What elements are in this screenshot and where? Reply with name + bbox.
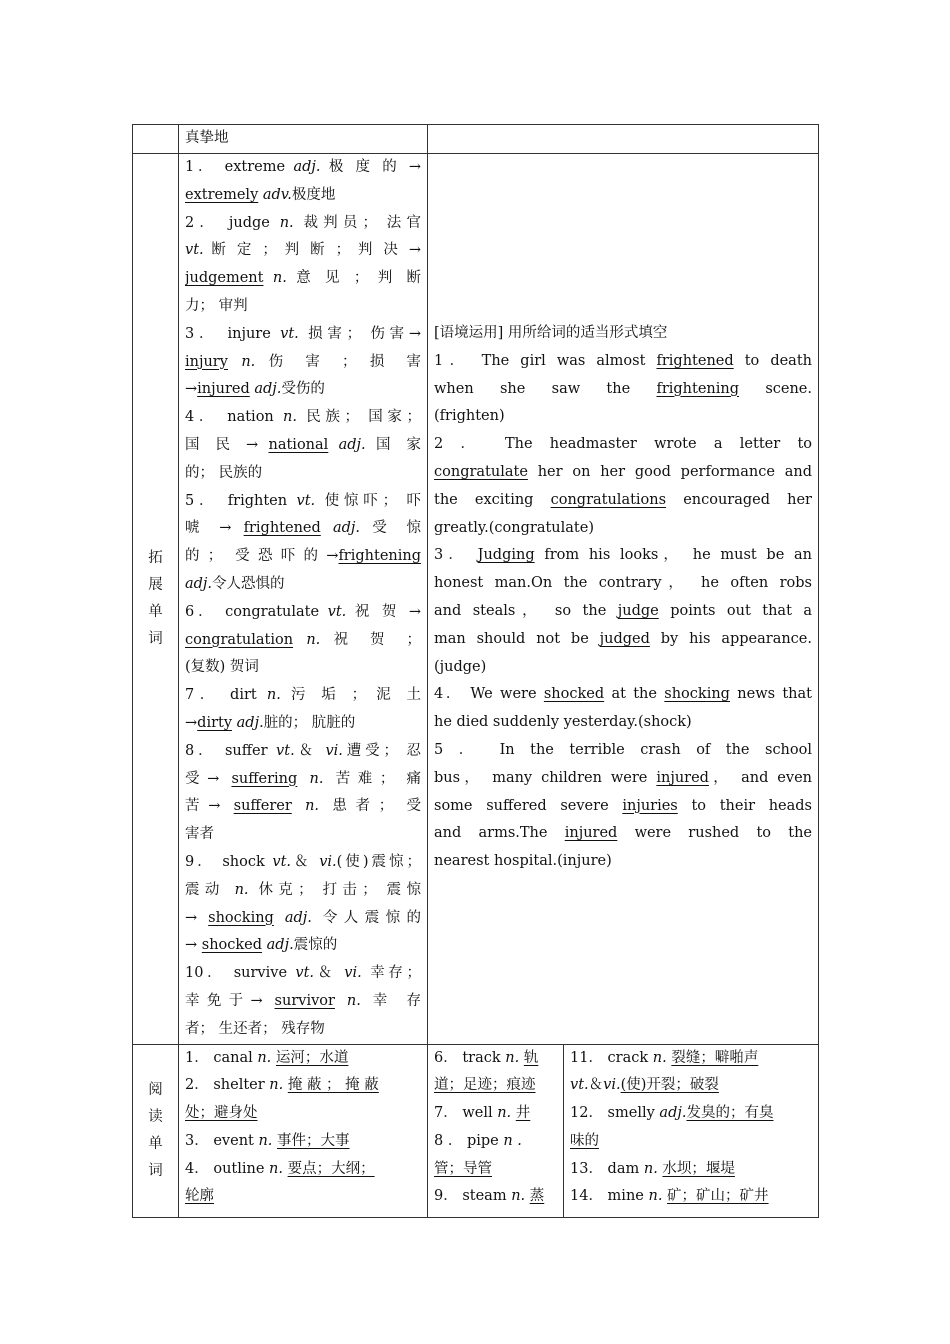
answer-word: 发臭的；有臭 [686,1105,774,1122]
text-segment: 12． smelly [570,1105,660,1122]
text-segment [297,771,309,787]
category-char: 单 [148,603,163,620]
text-segment: 幸免于→ [185,992,275,1009]
reading-words-col1 [179,1044,428,1218]
text-segment: 9． steam [434,1188,512,1205]
text-segment: 11． crack [570,1049,653,1066]
text-line [434,348,812,376]
text-line [434,487,812,515]
text-segment: 伤 害 ； 损 害 [255,353,421,370]
text-segment: news that [729,686,812,703]
answer-word: 管；导管 [434,1160,492,1177]
text-line [185,1156,421,1184]
text-line [185,349,421,377]
text-segment: ， and even [708,769,812,786]
answer-word: 事件；大事 [277,1132,350,1149]
text-line [185,293,421,321]
text-line [434,542,812,570]
text-line [185,571,421,599]
answer-word: dirty [197,714,233,731]
text-segment: 1． extreme [185,159,294,175]
answer-word: (使)开裂；破裂 [620,1077,719,1094]
text-segment: 震动 [185,881,235,898]
category-char: 展 [148,576,163,593]
text-segment: 7． well [434,1105,498,1122]
text-line [185,182,421,210]
text-segment: (judge) [434,658,487,675]
part-of-speech: adj. [284,909,312,926]
vocabulary-table [132,124,819,1218]
part-of-speech: n. [305,798,320,815]
text-segment: 休克； 打击； 震惊 [248,881,421,898]
answer-word: 轨 [523,1049,539,1066]
answer-word: frightening [338,548,421,565]
text-segment: the exciting [434,491,551,508]
answer-word: judgement [185,270,264,287]
part-of-speech: vt. [296,492,316,509]
answer-word: frightened [656,352,734,369]
text-line [434,654,812,682]
text-line [185,710,421,738]
answer-word: sufferer [233,798,292,815]
part-of-speech: vt. [295,965,315,982]
reading-words-row [133,1044,819,1218]
category-char: 读 [148,1108,163,1125]
answer-word: injured [564,825,618,842]
expand-words-row [133,154,819,1045]
text-line [434,737,812,765]
text-segment: from his looks， he must be an [534,547,812,564]
text-segment: (复数) 贺词 [185,659,259,676]
text-line [185,738,421,766]
text-segment: 害者 [185,826,214,843]
text-segment: encouraged her [666,491,812,508]
text-segment: 2． shelter [185,1077,270,1094]
answer-word: judge [617,602,659,619]
text-segment: ＆ [314,965,345,982]
answer-word: judged [599,630,650,647]
text-line [185,1183,421,1211]
text-segment: honest man.On the contrary， he often robs [434,575,812,592]
text-segment: to death [733,352,812,369]
text-segment: 2 ． The headmaster wrote a letter to [434,436,812,453]
text-line [570,1100,812,1128]
part-of-speech: adv. [262,186,292,203]
text-line [185,599,421,627]
text-line [434,820,812,848]
part-of-speech: adj. [254,381,282,398]
text-line [434,1128,557,1156]
text-line [185,321,421,349]
answer-word: congratulation [185,631,294,648]
reading-words-col2 [428,1044,564,1218]
text-segment: 民族； 国家； [296,409,421,426]
part-of-speech: n. [497,1105,512,1122]
text-line [570,1072,812,1100]
text-line [185,821,421,849]
text-line [185,543,421,571]
text-segment: 者； 生还者； 残存物 [185,1020,325,1037]
text-segment: were rushed to the [617,825,812,842]
answer-word: suffering [231,770,298,787]
text-line [185,515,421,543]
answer-word: injury [185,353,228,370]
text-line [434,1156,557,1184]
part-of-speech: n. [257,1049,272,1066]
vocabulary-table-page [132,124,818,1218]
part-of-speech: vt. [280,325,299,342]
text-segment: and arms.The [434,825,565,842]
part-of-speech: n. [272,270,287,287]
text-segment: 震惊的 [293,937,338,954]
text-line [185,460,421,488]
text-line [434,765,812,793]
answer-word: 井 [515,1105,531,1122]
text-segment [274,910,285,926]
text-segment: 受伤的 [281,381,325,398]
answer-word: shocking [664,686,730,703]
text-line [185,960,421,988]
text-line [434,320,812,348]
text-line [185,877,421,905]
text-line [185,154,421,182]
answer-word: injured [656,769,709,786]
text-segment: ＆ [588,1077,604,1094]
reading-category-cell [133,1044,179,1218]
part-of-speech: adj. [236,714,264,731]
text-segment: 4． We were [434,686,544,703]
text-segment: 裁判员； 法官 [293,214,421,231]
answer-word: congratulate [434,463,528,480]
answer-word: 味的 [570,1132,599,1149]
part-of-speech: vi. [319,853,337,870]
text-segment [321,520,333,536]
answer-word: shocked [543,686,605,703]
text-segment: → [185,714,198,731]
part-of-speech: n. [266,687,281,704]
text-line [185,1128,421,1156]
part-of-speech: adj. [659,1105,687,1122]
text-line [185,404,421,432]
text-line [434,1072,557,1100]
text-line [185,1072,421,1100]
text-line [185,932,421,960]
text-line [434,431,812,459]
text-segment: 13． dam [570,1160,644,1177]
part-of-speech: n. [346,992,361,1009]
answer-word: shocking [208,909,274,926]
text-segment: 5 ． In the terrible crash of the school [434,741,812,758]
answer-word: Judging [477,547,535,564]
text-line [185,488,421,516]
text-line [434,626,812,654]
text-line [185,627,421,655]
text-line [434,376,812,404]
text-line [570,1183,812,1211]
category-char: 拓 [148,549,163,566]
text-segment: 7． dirt [185,687,267,704]
part-of-speech: n. [309,770,324,787]
empty-category-cell [133,125,179,154]
text-segment: 4． nation [185,409,284,426]
text-segment: 国 家 [365,436,421,453]
text-segment: 5． frighten [185,492,297,509]
answer-word: 水坝；堰堤 [662,1160,735,1177]
text-segment: 4． outline [185,1160,270,1177]
text-segment: 患者； 受 [319,798,421,815]
text-segment: greatly.(congratulate) [434,519,594,536]
text-segment: 令人震惊的 [311,909,421,926]
part-of-speech: n . [503,1132,522,1149]
text-segment: her on her good performance and [527,463,812,480]
text-segment: man should not be [434,630,600,647]
answer-word: 处；避身处 [185,1105,258,1122]
text-line [185,237,421,265]
text-segment: → [185,937,202,954]
text-line [434,848,812,876]
text-segment: (frighten) [434,408,505,425]
text-segment: 唬 → [185,520,244,537]
text-line [185,682,421,710]
text-line [570,1156,812,1184]
text-line [434,681,812,709]
part-of-speech: adj. [185,575,213,592]
text-segment: when she saw the [434,380,657,397]
answer-word: national [268,436,329,453]
text-segment: 极 度 的 → [320,159,421,175]
answer-word: 运河；水道 [275,1049,349,1066]
text-segment: 受 惊 [360,520,421,537]
text-segment: 的； 受恐吓的→ [185,548,339,565]
part-of-speech: adj. [338,436,366,453]
text-segment: 8． suffer [185,742,277,759]
continued-text-cell: 真挚地 [179,125,428,154]
text-segment: ＆ [291,853,320,870]
text-segment [228,354,241,370]
text-segment: 极度地 [291,186,336,203]
empty-exercise-cell [428,125,819,154]
text-segment: 脏的； 肮脏的 [263,714,356,731]
text-line [185,793,421,821]
text-segment: scene. [739,380,812,397]
text-line [434,793,812,821]
text-segment: 3． event [185,1132,259,1149]
text-line [570,1045,812,1073]
exercise-cell [428,154,819,1045]
text-segment: 的； 民族的 [185,464,263,481]
text-line [185,988,421,1016]
text-segment: 苦→ [185,798,234,815]
text-segment: (使)震惊； [336,853,421,870]
part-of-speech: n. [283,409,297,426]
answer-word: 矿；矿山；矿井 [667,1188,769,1205]
part-of-speech: n. [505,1049,520,1066]
expand-words-cell [179,154,428,1045]
text-segment: at the [604,686,665,703]
text-line [185,376,421,404]
text-segment: 力； 审判 [185,297,248,314]
text-line [185,766,421,794]
answer-word: shocked [201,937,263,954]
text-segment: 遭受； 忍 [342,742,421,759]
text-line [434,598,812,626]
part-of-speech: vi. [325,742,343,759]
text-line [434,403,812,431]
part-of-speech: adj. [266,937,294,954]
text-segment [328,437,338,453]
part-of-speech: n. [258,1132,273,1149]
text-segment: 6． track [434,1049,506,1066]
answer-word: extremely [185,186,259,203]
text-segment: 受→ [185,770,232,787]
part-of-speech: n. [306,631,321,648]
text-segment [263,270,272,286]
part-of-speech: vi. [344,965,362,982]
text-line [185,265,421,293]
text-segment: 14． mine [570,1188,649,1205]
text-segment: [语境运用] 用所给词的适当形式填空 [434,325,668,341]
part-of-speech: adj. [293,159,321,175]
text-segment: 祝 贺 ； [320,631,421,648]
text-line [185,905,421,933]
answer-word: injured [197,381,250,398]
text-segment [293,632,306,648]
answer-word: injuries [622,797,678,814]
part-of-speech: vt. [570,1077,589,1094]
answer-word: congratulations [550,491,667,508]
answer-word: 蒸 [529,1188,545,1205]
text-line [185,210,421,238]
text-line [185,654,421,682]
text-line [570,1128,812,1156]
text-segment: 污 垢 ； 泥 土 [280,687,421,704]
text-segment: 国 民 → [185,436,269,453]
category-char: 词 [148,1162,163,1179]
text-segment: 使惊吓； 吓 [315,492,421,509]
part-of-speech: n. [511,1188,526,1205]
text-segment: bus， many children were [434,769,657,786]
text-line [185,849,421,877]
text-segment: 10． survive [185,965,296,982]
part-of-speech: vt. [327,603,347,620]
text-segment: 1． The girl was almost [434,352,657,369]
text-segment: nearest hospital.(injure) [434,853,612,870]
part-of-speech: n. [643,1160,658,1177]
text-segment: → [185,909,209,926]
answer-word: frightened [243,520,321,537]
text-segment: 损害； 伤害→ [298,325,421,342]
answer-word: 裂缝；噼啪声 [671,1049,759,1066]
part-of-speech: n. [241,353,256,370]
text-line [185,1016,421,1044]
part-of-speech: n. [279,214,294,231]
text-segment: 幸 存 [360,992,421,1009]
answer-word: frightening [656,380,740,397]
text-segment: points out that a [658,602,812,619]
text-segment: 9． shock [185,853,273,870]
text-line [185,1045,421,1073]
text-line [434,459,812,487]
answer-word: 要点；大纲； [287,1160,375,1177]
text-line [434,709,812,737]
text-segment: he died suddenly yesterday.(shock) [434,714,692,731]
text-line [434,570,812,598]
answer-word: 道；足迹；痕迹 [434,1077,536,1094]
category-char: 阅 [148,1081,163,1098]
reading-words-col3 [564,1044,819,1218]
part-of-speech: n. [652,1049,667,1066]
text-segment: → [185,381,198,398]
text-segment: 意 见 ； 判 断 [286,270,421,287]
text-segment: ＆ [294,742,326,759]
continued-row [133,125,819,154]
text-segment: 断 定 ； 判 断 ； 判 决 → [203,242,421,259]
text-segment: 祝 贺 → [346,603,421,620]
part-of-speech: vt. [272,853,292,870]
text-segment: by his appearance. [649,630,812,647]
answer-word: 轮廓 [185,1188,214,1205]
text-segment: 8 ． pipe [434,1132,504,1149]
part-of-speech: n. [269,1077,284,1094]
category-char: 单 [148,1135,163,1152]
text-segment: 令人恐惧的 [212,575,285,592]
part-of-speech: adj. [333,520,361,537]
text-segment: 苦难； 痛 [323,770,421,787]
expand-category-cell [133,154,179,1045]
text-segment [292,798,305,814]
text-segment: 幸存； [361,965,421,982]
text-segment: and steals， so the [434,602,618,619]
answer-word: 掩 蔽 ； 掩 蔽 [287,1077,379,1094]
part-of-speech: n. [648,1188,663,1205]
text-line [434,1045,557,1073]
text-line [434,515,812,543]
part-of-speech: vi. [603,1077,621,1094]
category-char: 词 [148,630,163,647]
part-of-speech: n. [234,881,249,898]
text-segment: 1． canal [185,1049,258,1066]
text-segment: 3． [434,547,478,564]
part-of-speech: vt. [185,242,204,259]
text-segment: 6． congratulate [185,603,328,620]
text-line [434,1183,557,1211]
text-line [185,432,421,460]
text-segment: 2． judge [185,214,280,231]
part-of-speech: vt. [276,742,295,759]
answer-word: survivor [274,992,335,1009]
text-segment: 3． injure [185,325,281,342]
text-segment: to their heads [677,797,812,814]
text-segment: some suffered severe [434,797,623,814]
text-line [434,1100,557,1128]
text-segment [335,993,347,1009]
text-line [185,1100,421,1128]
part-of-speech: n. [269,1160,283,1177]
